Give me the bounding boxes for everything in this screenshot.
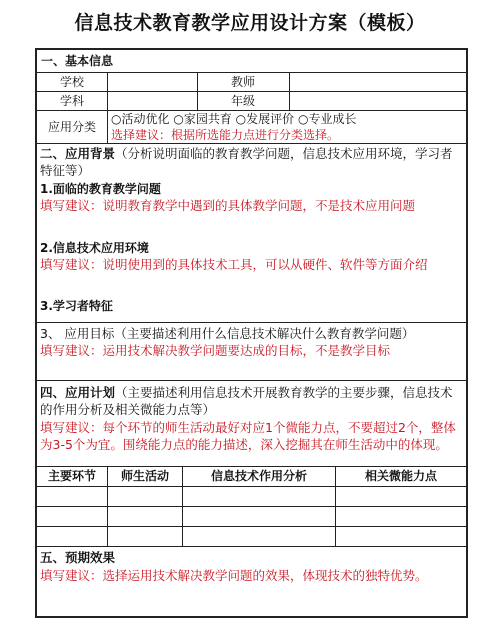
- category-label: 应用分类: [47, 120, 96, 134]
- problem-hint: 填写建议：说明教育教学中遇到的具体教学问题，不是技术应用问题: [40, 198, 416, 213]
- problem-subheading: 1.面临的教育教学问题: [40, 182, 161, 196]
- option-growth[interactable]: ○专业成长: [297, 112, 357, 126]
- divider: [37, 546, 466, 547]
- school-label: 学校: [59, 75, 84, 89]
- plan-hint: 填写建议：每个环节的师生活动最好对应1个微能力点，不要超过2个，整体为3-5个为宜。围绕能力点的能力描述，深入挖掘其在师生活动中的体现。: [40, 420, 456, 452]
- divider: [182, 466, 183, 546]
- divider: [197, 72, 198, 110]
- category-options: [111, 111, 356, 127]
- section-4-header: 四、应用计划（主要描述利用信息技术开展教育教学的主要步骤，信息技术的作用分析及相关微能力点等）: [40, 385, 453, 417]
- divider: [37, 466, 466, 467]
- divider: [37, 486, 466, 487]
- col-activity: 师生活动: [120, 469, 169, 483]
- environment-subheading: 2.信息技术应用环境: [40, 241, 149, 255]
- divider: [37, 526, 466, 527]
- learner-subheading: 3.学习者特征: [40, 299, 113, 313]
- option-evaluation[interactable]: ○发展评价: [235, 112, 295, 126]
- environment-hint: 填写建议：说明使用到的具体技术工具，可以从硬件、软件等方面介绍: [40, 257, 428, 272]
- section-2-header: 二、应用背景（分析说明面临的教育教学问题，信息技术应用环境，学习者特征等）: [40, 146, 453, 178]
- grade-value[interactable]: [290, 92, 466, 110]
- goal-hint: 填写建议：运用技术解决教学问题要达成的目标，不是教学目标: [40, 343, 391, 358]
- form-frame: [35, 48, 468, 618]
- divider: [37, 506, 466, 507]
- divider: [335, 466, 336, 546]
- col-micro-ability: 相关微能力点: [364, 469, 437, 483]
- subject-label: 学科: [59, 94, 84, 108]
- section-1-header: 一、基本信息: [41, 54, 114, 68]
- category-hint: 选择建议：根据所选能力点进行分类选择。: [111, 128, 340, 142]
- section-5-header: 五、预期效果: [40, 550, 116, 565]
- divider: [107, 466, 108, 546]
- teacher-value[interactable]: [290, 73, 466, 91]
- divider: [37, 322, 466, 323]
- col-main-step: 主要环节: [47, 469, 96, 483]
- grade-label: 年级: [230, 94, 255, 108]
- teacher-label: 教师: [230, 75, 255, 89]
- divider: [107, 72, 108, 143]
- option-activity[interactable]: ○活动优化: [111, 112, 170, 126]
- page-title: 信息技术教育教学应用设计方案（模板）: [74, 12, 426, 34]
- subject-value[interactable]: [108, 92, 197, 110]
- divider: [37, 143, 466, 144]
- col-tech-analysis: 信息技术作用分析: [210, 469, 307, 483]
- divider: [289, 72, 290, 110]
- divider: [37, 380, 466, 381]
- option-home-school[interactable]: ○家园共育: [173, 112, 232, 126]
- effect-hint: 填写建议：选择运用技术解决教学问题的效果，体现技术的独特优势。: [40, 568, 428, 583]
- section-3-header: 3、 应用目标（主要描述利用什么信息技术解决什么教育教学问题）: [40, 326, 415, 341]
- school-value[interactable]: [108, 73, 197, 91]
